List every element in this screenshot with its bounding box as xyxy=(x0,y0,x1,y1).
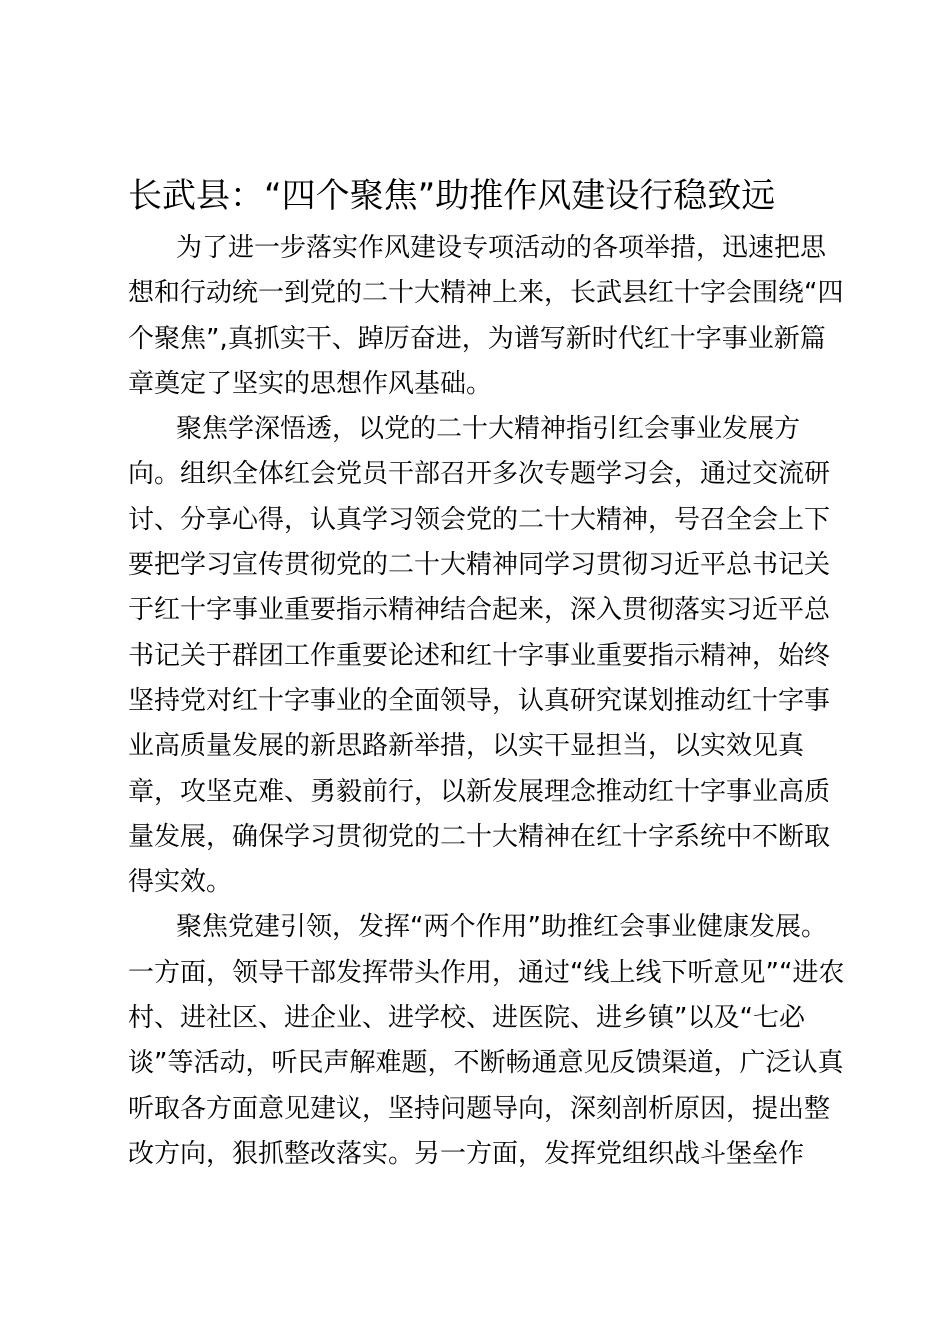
document-body xyxy=(128,226,845,1177)
paragraph-line: 为了进一步落实作风建设专项活动的各项举措，迅速把思 xyxy=(176,233,827,263)
paragraph-line: 业高质量发展的新思路新举措，以实干显担当，以实效见真 xyxy=(128,731,805,762)
paragraph-line: 谈”等活动，听民声解难题，不断畅通意见反馈渠道，广泛认真 xyxy=(128,1048,844,1079)
paragraph-line: 改方向，狠抓整改落实。另一方面，发挥党组织战斗堡垒作 xyxy=(128,1138,805,1169)
paragraph-3 xyxy=(128,905,845,1177)
paragraph-2 xyxy=(128,407,832,905)
paragraph-line: 于红十字事业重要指示精神结合起来，深入贯彻落实习近平总 xyxy=(128,595,831,626)
paragraph-line: 聚焦学深悟透，以党的二十大精神指引红会事业发展方 xyxy=(176,414,801,445)
paragraph-line: 要把学习宣传贯彻党的二十大精神同学习贯彻习近平总书记关 xyxy=(128,550,831,581)
paragraph-line: 量发展，确保学习贯彻党的二十大精神在红十字系统中不断取 xyxy=(128,821,831,852)
paragraph-line: 向。组织全体红会党员干部召开多次专题学习会，通过交流研 xyxy=(128,459,831,490)
paragraph-line: 讨、分享心得，认真学习领会党的二十大精神，号召全会上下 xyxy=(128,504,831,535)
paragraph-line: 想和行动统一到党的二十大精神上来，长武县红十字会围绕“四 xyxy=(128,278,844,309)
paragraph-line: 得实效。 xyxy=(128,867,233,898)
paragraph-line: 村、进社区、进企业、进学校、进医院、进乡镇”以及“七必 xyxy=(128,1003,805,1034)
paragraph-line: 聚焦党建引领，发挥“两个作用”助推红会事业健康发展。 xyxy=(176,912,827,943)
paragraph-line: 书记关于群团工作重要论述和红十字事业重要指示精神，始终 xyxy=(128,640,831,671)
paragraph-line: 个聚焦”,真抓实干、踔厉奋进，为谱写新时代红十字事业新篇 xyxy=(128,323,826,354)
paragraph-line: 听取各方面意见建议，坚持问题导向，深刻剖析原因，提出整 xyxy=(128,1093,831,1124)
paragraph-line: 章，攻坚克难、勇毅前行，以新发展理念推动红十字事业高质 xyxy=(128,776,831,807)
paragraph-line: 章奠定了坚实的思想作风基础。 xyxy=(128,368,493,399)
paragraph-1 xyxy=(128,226,844,407)
paragraph-line: 一方面，领导干部发挥带头作用，通过“线上线下听意见”“进农 xyxy=(128,957,845,988)
document-title: 长武县：“四个聚焦”助推作风建设行稳致远 xyxy=(128,176,776,216)
paragraph-line: 坚持党对红十字事业的全面领导，认真研究谋划推动红十字事 xyxy=(128,685,831,716)
